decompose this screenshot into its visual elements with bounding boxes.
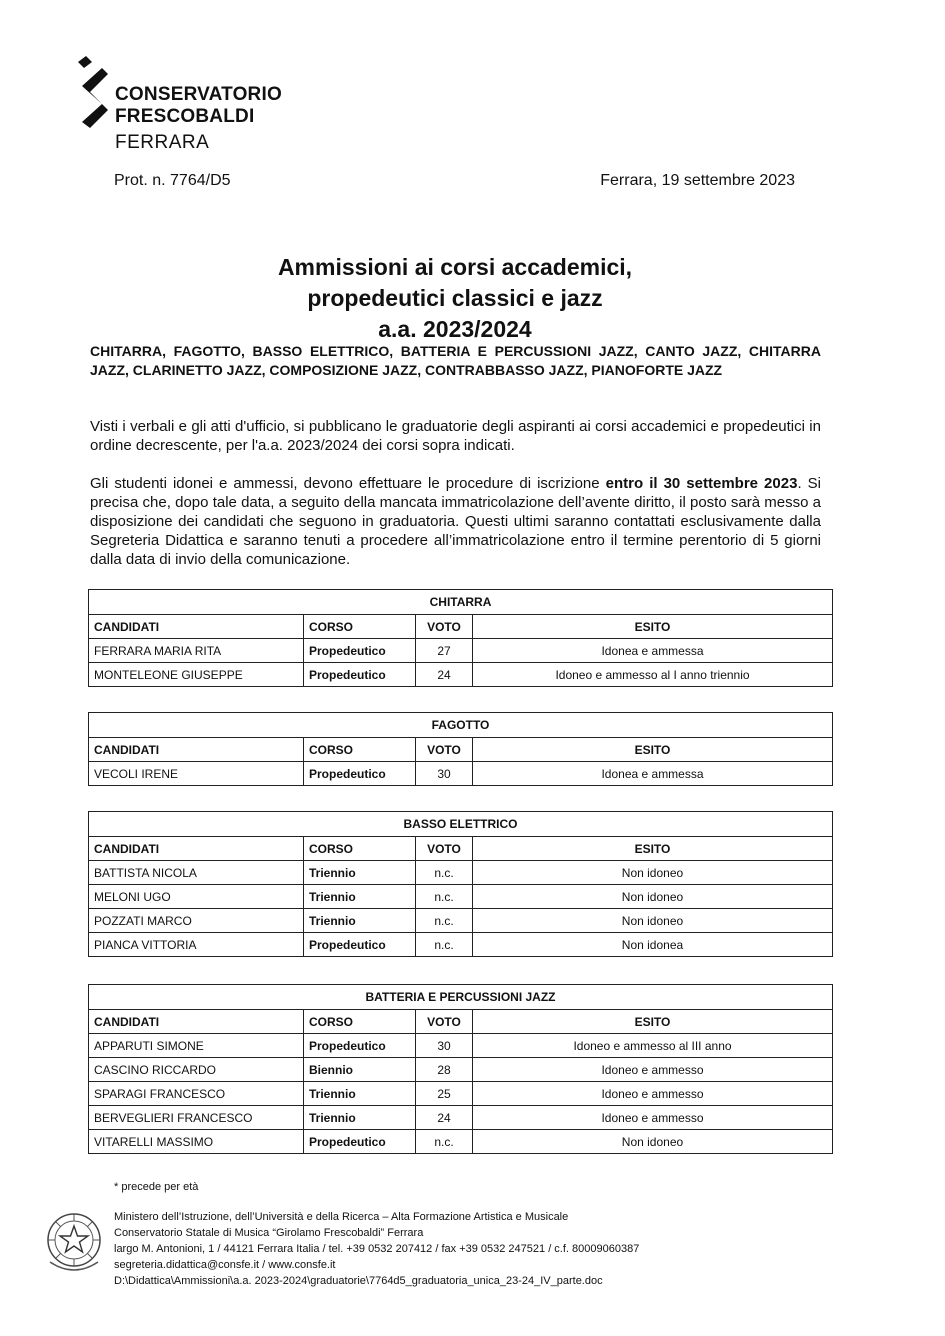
column-header-candidati: CANDIDATI bbox=[89, 837, 304, 861]
course-type: Propedeutico bbox=[304, 933, 416, 957]
column-header-voto: VOTO bbox=[416, 615, 473, 639]
footer-institution: Conservatorio Statale di Musica “Girolamo Frescobaldi” Ferrara bbox=[114, 1227, 424, 1239]
table-row bbox=[89, 861, 833, 885]
course-type: Biennio bbox=[304, 1058, 416, 1082]
score: n.c. bbox=[416, 885, 473, 909]
course-type: Propedeutico bbox=[304, 762, 416, 786]
score: n.c. bbox=[416, 861, 473, 885]
score: 24 bbox=[416, 663, 473, 687]
title-line-3: a.a. 2023/2024 bbox=[378, 316, 532, 342]
outcome: Non idoneo bbox=[473, 1130, 833, 1154]
logo-wordmark bbox=[115, 84, 282, 128]
conservatorio-logo-mark bbox=[76, 56, 110, 128]
candidate-name: SPARAGI FRANCESCO bbox=[89, 1082, 304, 1106]
table-row bbox=[89, 1058, 833, 1082]
column-header-corso: CORSO bbox=[304, 837, 416, 861]
ranking-table-fagotto bbox=[88, 712, 833, 786]
table-row bbox=[89, 933, 833, 957]
outcome: Idoneo e ammesso al III anno bbox=[473, 1034, 833, 1058]
candidate-name: BATTISTA NICOLA bbox=[89, 861, 304, 885]
column-header-corso: CORSO bbox=[304, 1010, 416, 1034]
column-header-voto: VOTO bbox=[416, 1010, 473, 1034]
course-type: Triennio bbox=[304, 909, 416, 933]
column-header-candidati: CANDIDATI bbox=[89, 1010, 304, 1034]
column-header-voto: VOTO bbox=[416, 738, 473, 762]
italian-republic-emblem-icon bbox=[44, 1208, 104, 1276]
score: 30 bbox=[416, 1034, 473, 1058]
outcome: Non idoneo bbox=[473, 909, 833, 933]
courses-list: CHITARRA, FAGOTTO, BASSO ELETTRICO, BATTERIA E PERCUSSIONI JAZZ, CANTO JAZZ, CHITARRA JAZZ, CLARINETTO JAZZ, COMPOSIZIONE JAZZ, CONTRABBASSO JAZZ, PIANOFORTE JAZZ bbox=[90, 343, 821, 378]
enrollment-text-start: Gli studenti idonei e ammessi, devono effettuare le procedure di iscrizione bbox=[90, 475, 606, 492]
table-header-row bbox=[89, 837, 833, 861]
candidate-name: FERRARA MARIA RITA bbox=[89, 639, 304, 663]
column-header-esito: ESITO bbox=[473, 615, 833, 639]
footer-email-website: segreteria.didattica@consfe.it / www.consfe.it bbox=[114, 1259, 336, 1271]
enrollment-paragraph bbox=[90, 474, 821, 569]
table-row bbox=[89, 885, 833, 909]
column-header-esito: ESITO bbox=[473, 1010, 833, 1034]
table-row bbox=[89, 1082, 833, 1106]
candidate-name: BERVEGLIERI FRANCESCO bbox=[89, 1106, 304, 1130]
table-row bbox=[89, 663, 833, 687]
outcome: Idoneo e ammesso bbox=[473, 1058, 833, 1082]
outcome: Idoneo e ammesso bbox=[473, 1106, 833, 1130]
score: 27 bbox=[416, 639, 473, 663]
table-title: CHITARRA bbox=[89, 590, 833, 615]
score: n.c. bbox=[416, 1130, 473, 1154]
table-title: BASSO ELETTRICO bbox=[89, 812, 833, 837]
candidate-name: CASCINO RICCARDO bbox=[89, 1058, 304, 1082]
outcome: Idoneo e ammesso bbox=[473, 1082, 833, 1106]
ranking-table-chitarra bbox=[88, 589, 833, 687]
table-row bbox=[89, 1130, 833, 1154]
enrollment-text-end: . Si precisa che, dopo tale data, a seguito della mancata immatricolazione dell’avente diritto, il posto sarà messo a disposizione dei candidati che seguono in graduatoria. Questi ultimi saranno contattati esclusivamente dalla Segreteria Didattica e saranno tenuti a procedere all’immatricolazione entro il termine perentorio di 5 giorni dalla data di invio della comunicazione. bbox=[90, 475, 821, 568]
column-header-corso: CORSO bbox=[304, 615, 416, 639]
candidate-name: VECOLI IRENE bbox=[89, 762, 304, 786]
candidate-name: PIANCA VITTORIA bbox=[89, 933, 304, 957]
ranking-table-batteria-percussioni-jazz bbox=[88, 984, 833, 1154]
column-header-esito: ESITO bbox=[473, 738, 833, 762]
table-row bbox=[89, 1034, 833, 1058]
column-header-candidati: CANDIDATI bbox=[89, 738, 304, 762]
title-line-1: Ammissioni ai corsi accademici, bbox=[277, 254, 633, 280]
candidate-name: MELONI UGO bbox=[89, 885, 304, 909]
score: 25 bbox=[416, 1082, 473, 1106]
outcome: Idoneo e ammesso al I anno triennio bbox=[473, 663, 833, 687]
table-title: BATTERIA E PERCUSSIONI JAZZ bbox=[89, 985, 833, 1010]
candidate-name: MONTELEONE GIUSEPPE bbox=[89, 663, 304, 687]
document-date: Ferrara, 19 settembre 2023 bbox=[600, 172, 795, 189]
table-header-row bbox=[89, 615, 833, 639]
outcome: Non idoneo bbox=[473, 885, 833, 909]
footnote: * precede per età bbox=[114, 1181, 199, 1193]
intro-paragraph: Visti i verbali e gli atti d'ufficio, si pubblicano le graduatorie degli aspiranti ai corsi accademici e propedeutici in ordine decrescente, per l'a.a. 2023/2024 dei corsi sopra indicati. bbox=[90, 418, 821, 454]
table-header-row bbox=[89, 738, 833, 762]
table-row bbox=[89, 639, 833, 663]
ranking-table-basso-elettrico bbox=[88, 811, 833, 957]
footer-file-path: D:\Didattica\Ammissioni\a.a. 2023-2024\graduatorie\7764d5_graduatoria_unica_23-24_IV_parte.doc bbox=[114, 1275, 603, 1287]
score: n.c. bbox=[416, 909, 473, 933]
candidate-name: APPARUTI SIMONE bbox=[89, 1034, 304, 1058]
candidate-name: POZZATI MARCO bbox=[89, 909, 304, 933]
course-type: Triennio bbox=[304, 1082, 416, 1106]
column-header-corso: CORSO bbox=[304, 738, 416, 762]
table-header-row bbox=[89, 1010, 833, 1034]
course-type: Propedeutico bbox=[304, 639, 416, 663]
enrollment-deadline: entro il 30 settembre 2023 bbox=[605, 475, 798, 492]
outcome: Idonea e ammessa bbox=[473, 762, 833, 786]
protocol-number: Prot. n. 7764/D5 bbox=[114, 172, 231, 189]
candidate-name: VITARELLI MASSIMO bbox=[89, 1130, 304, 1154]
course-type: Propedeutico bbox=[304, 1130, 416, 1154]
course-type: Propedeutico bbox=[304, 1034, 416, 1058]
column-header-candidati: CANDIDATI bbox=[89, 615, 304, 639]
score: 28 bbox=[416, 1058, 473, 1082]
course-type: Propedeutico bbox=[304, 663, 416, 687]
document-title bbox=[0, 252, 910, 345]
table-row bbox=[89, 1106, 833, 1130]
outcome: Non idoneo bbox=[473, 861, 833, 885]
course-type: Triennio bbox=[304, 885, 416, 909]
table-row bbox=[89, 762, 833, 786]
title-line-2: propedeutici classici e jazz bbox=[307, 285, 603, 311]
footer-address: largo M. Antonioni, 1 / 44121 Ferrara Italia / tel. +39 0532 207412 / fax +39 0532 247521 / c.f. 80009060387 bbox=[114, 1243, 640, 1255]
footer-contacts bbox=[114, 1209, 639, 1289]
table-row bbox=[89, 909, 833, 933]
column-header-voto: VOTO bbox=[416, 837, 473, 861]
table-title: FAGOTTO bbox=[89, 713, 833, 738]
column-header-esito: ESITO bbox=[473, 837, 833, 861]
logo-city: FERRARA bbox=[115, 132, 210, 153]
footer-ministry: Ministero dell’Istruzione, dell’Università e della Ricerca – Alta Formazione Artistica e Musicale bbox=[114, 1211, 569, 1223]
score: 30 bbox=[416, 762, 473, 786]
score: 24 bbox=[416, 1106, 473, 1130]
course-type: Triennio bbox=[304, 861, 416, 885]
logo-line-conservatorio: CONSERVATORIO bbox=[115, 84, 282, 105]
outcome: Idonea e ammessa bbox=[473, 639, 833, 663]
score: n.c. bbox=[416, 933, 473, 957]
outcome: Non idonea bbox=[473, 933, 833, 957]
course-type: Triennio bbox=[304, 1106, 416, 1130]
logo-line-frescobaldi: FRESCOBALDI bbox=[115, 106, 255, 127]
